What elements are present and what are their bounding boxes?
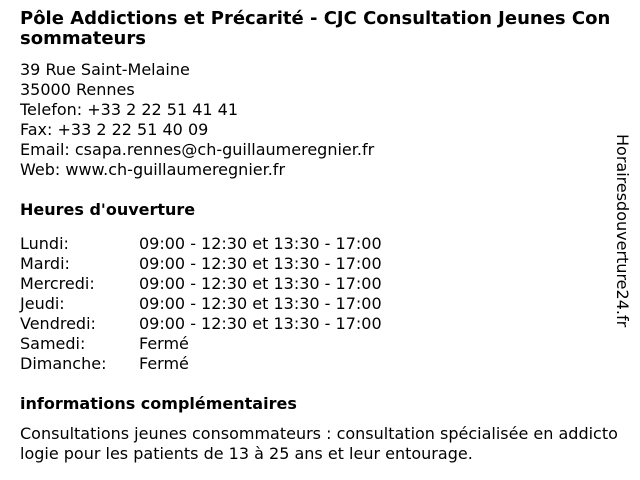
- info-heading: informations complémentaires: [20, 394, 297, 413]
- day-hours: 09:00 - 12:30 et 13:30 - 17:00: [139, 274, 382, 293]
- hours-row: [20, 294, 618, 314]
- day-hours: Fermé: [139, 334, 189, 353]
- phone: Telefon: +33 2 22 51 41 41: [20, 100, 239, 119]
- web-line: [20, 160, 618, 180]
- day-hours: 09:00 - 12:30 et 13:30 - 17:00: [139, 314, 382, 333]
- day-label: Dimanche:: [20, 354, 107, 373]
- hours-table: [20, 234, 618, 374]
- street: 39 Rue Saint-Melaine: [20, 60, 190, 79]
- page-title: Pôle Addictions et Précarité - CJC Consultation Jeunes Consommateurs: [20, 8, 611, 49]
- day-label: Mardi:: [20, 254, 70, 273]
- day-label: Vendredi:: [20, 314, 96, 333]
- site-watermark: Horairesdouverture24.fr: [613, 134, 632, 328]
- day-hours: Fermé: [139, 354, 189, 373]
- web-label: Web:: [20, 160, 66, 179]
- address-block: [20, 60, 618, 180]
- email-label: Email:: [20, 140, 75, 159]
- city: 35000 Rennes: [20, 80, 135, 99]
- day-hours: 09:00 - 12:30 et 13:30 - 17:00: [139, 294, 382, 313]
- day-label: Samedi:: [20, 334, 86, 353]
- day-hours: 09:00 - 12:30 et 13:30 - 17:00: [139, 254, 382, 273]
- web-value: www.ch-guillaumeregnier.fr: [65, 160, 286, 179]
- hours-row: [20, 354, 618, 374]
- day-label: Jeudi:: [20, 294, 65, 313]
- email-line: [20, 140, 618, 160]
- hours-heading: Heures d'ouverture: [20, 200, 196, 219]
- hours-row: [20, 314, 618, 334]
- hours-row: [20, 234, 618, 254]
- hours-row: [20, 334, 618, 354]
- email-value: csapa.rennes@ch-guillaumeregnier.fr: [74, 140, 375, 159]
- hours-row: [20, 254, 618, 274]
- hours-row: [20, 274, 618, 294]
- day-label: Mercredi:: [20, 274, 95, 293]
- fax: Fax: +33 2 22 51 40 09: [20, 120, 209, 139]
- place-card: [20, 9, 618, 464]
- day-label: Lundi:: [20, 234, 69, 253]
- info-text: Consultations jeunes consommateurs : consultation spécialisée en addictologie pour les patients de 13 à 25 ans et leur entourage.: [20, 424, 618, 463]
- day-hours: 09:00 - 12:30 et 13:30 - 17:00: [139, 234, 382, 253]
